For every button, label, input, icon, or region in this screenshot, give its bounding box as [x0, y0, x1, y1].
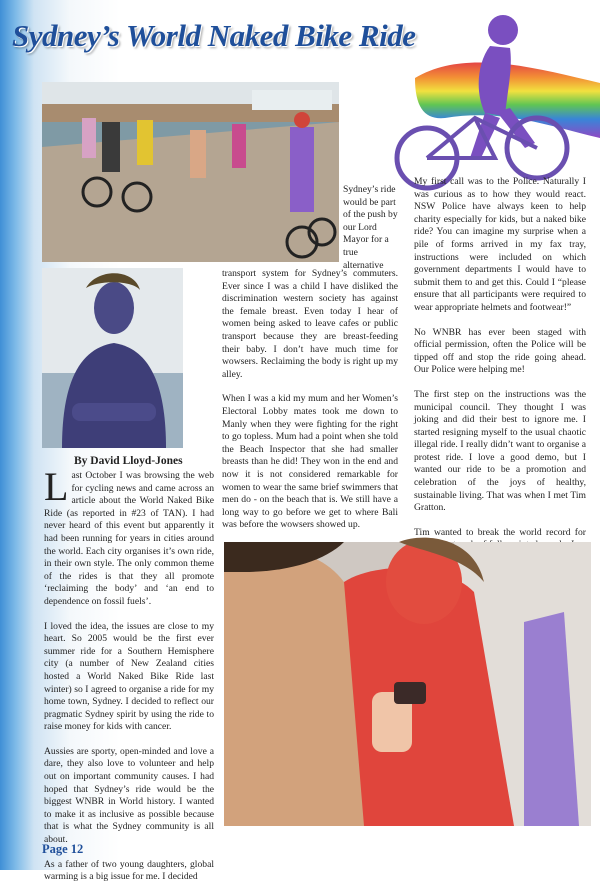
rainbow-cyclist-logo [385, 8, 603, 198]
left-column [44, 464, 214, 896]
paragraph: transport system for Sydney’s commuters. Ever since I was a child I have disliked the discrimination western society has against the female breast. Even today I hear of women being asked to leave cafes or public transport because they are breast-feeding their baby. I don’t have much time for wowsers. Reclaiming the body is right up my alley. [222, 268, 398, 380]
cyclists-photo [42, 82, 339, 262]
right-column [414, 176, 586, 577]
paragraph: Tim wanted to break the world record for [414, 526, 586, 538]
mid-column-wrap-text [343, 184, 398, 272]
paragraph: Aussies are sporty, open-minded and love a dare, they also love to volunteer and help out on important community causes. I had hoped that Sydney’s ride would be the biggest WNBR in World history. I wanted to make it as inclusive as possible because that is what the Sydney community is all about. [44, 745, 214, 846]
paragraph: The first step on the instructions was the municipal council. They thought I was joking and did their best to ignore me. I started resigning myself to the usual chaotic illegal ride. I really didn’t want to organise a protest ride. I love a good demo, but I wanted our ride to be a promotion and celebration of the joys of healthy, sustainable living. That was when I met Tim Gratton. [414, 388, 586, 514]
drop-cap: L [44, 464, 69, 509]
paragraph: I loved the idea, the issues are close to my heart. So 2005 would be the first ever summer ride for a Southern Hemisphere city (a number of New Zealand cities hosted a World Naked Bike Ride last winter) so I agreed to organise a ride for my home town, Sydney. I decided to reflect our pragmatic Sydney spirit by using the ride to raise money for kids with cancer. [44, 620, 214, 733]
paragraph: ast October I was browsing the web for cycling news and came across an article about the World Naked Bike Ride (as reported in #23 of TAN). I had never heard of this event but apparently it had been running for years in cities around the world. Each city organises it’s own ride, in their own style. The only common theme of the rides is that they all promote ‘reclaiming the body’ and ‘an end to dependence on fossil fuels’. [44, 470, 214, 607]
paragraph: As a father of two young daughters, global warming is a big issue for me. I decided [44, 858, 214, 883]
paragraph: No WNBR has ever been staged with official permission, often the Police will be tipped off and stop the ride going ahead. Our Police were helping me! [414, 326, 586, 376]
painted-man-photo [42, 268, 183, 448]
page-number: Page 12 [42, 842, 84, 856]
paragraph: Sydney’s ride would be part of the push by our Lord Mayor for a true alternative [343, 184, 398, 271]
body-painting-photo [224, 542, 591, 826]
byline: By David Lloyd-Jones [74, 455, 183, 467]
middle-column [222, 268, 398, 544]
paragraph: My first call was to the Police. Naturally I was curious as to how they would react. NSW Police have always keen to help charity especially for kids, but a naked bike ride? You can imagine my surprise when a pile of forms arrived in my fax tray, instructions were included on which government departments I would have to submit them to and get this. Could I “please ensure that all participants were required to wear appropriate helmets and footwear!” [414, 176, 586, 313]
article-title: Sydney’s World Naked Bike Ride [12, 18, 416, 53]
paragraph: When I was a kid my mum and her Women’s Electoral Lobby mates took me down to Manly when they were fighting for the right to go topless. Mum had a point when she told the Beach Inspector that she had smaller breasts than he did! They won in the end and now it is not considered remarkable for women to wear the same brief swimmers that men do - on the beach that is. We still have a long way to go before we get to where Bali was before the wowsers showed up. [222, 393, 398, 531]
